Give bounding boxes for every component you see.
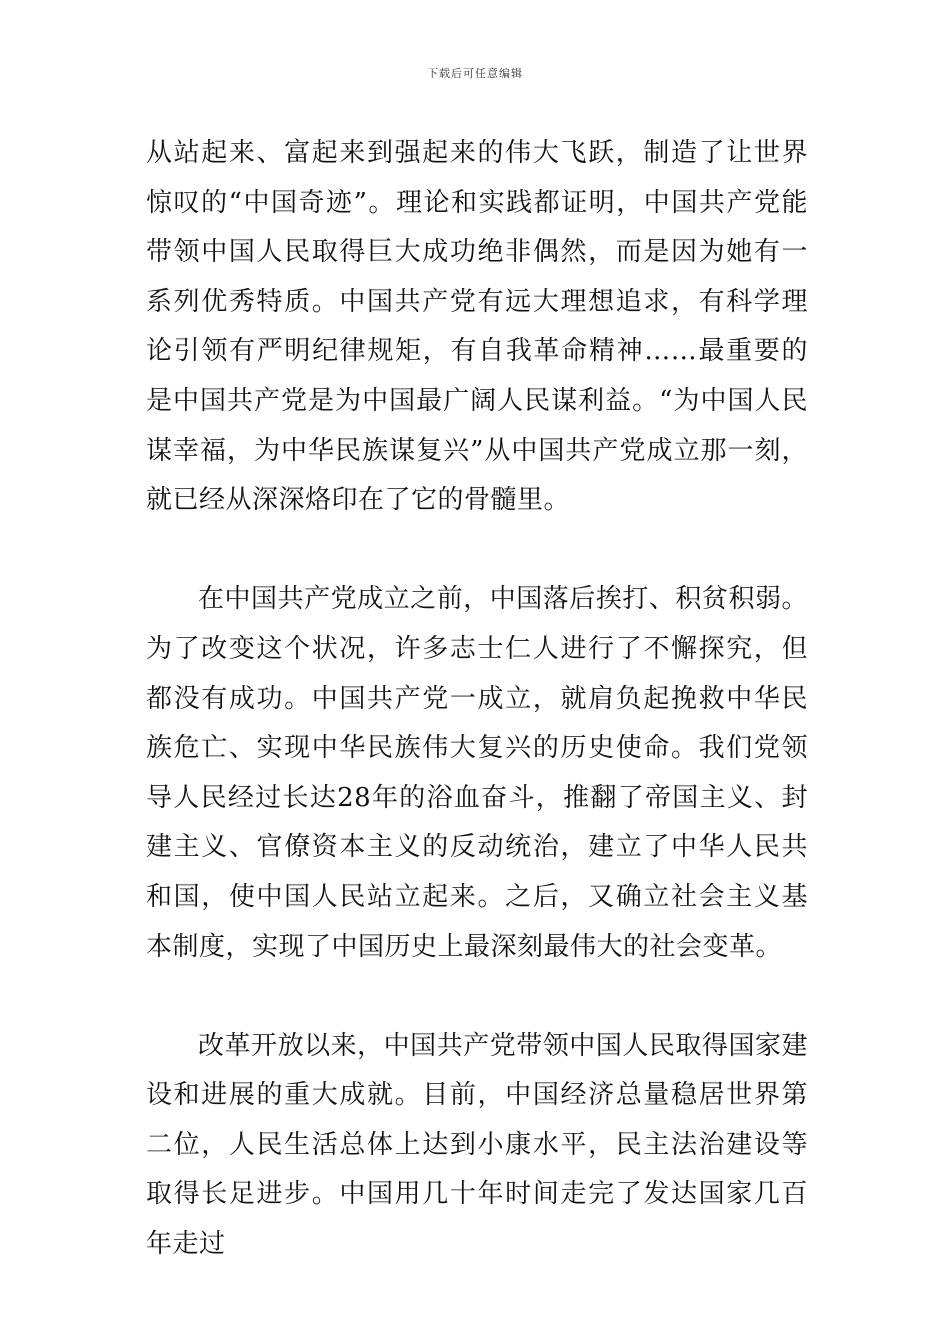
- document-body: [146, 129, 808, 1270]
- paragraph-continuation: 从站起来、富起来到强起来的伟大飞跃，制造了让世界惊叹的“中国奇迹”。理论和实践都证明，中国共产党能带领中国人民取得巨大成功绝非偶然，而是因为她有一系列优秀特质。中国共产党有远大理想追求，有科学理论引领有严明纪律规矩，有自我革命精神……最重要的是中国共产党是为中国最广阔人民谋利益。“为中国人民谋幸福，为中华民族谋复兴”从中国共产党成立那一刻，就已经从深深烙印在了它的骨髓里。: [146, 138, 808, 516]
- paragraph-before-founding: 在中国共产党成立之前，中国落后挨打、积贫积弱。为了改变这个状况，许多志士仁人进行了不懈探究，但都没有成功。中国共产党一成立，就肩负起挽救中华民族危亡、实现中华民族伟大复兴的历史使命。我们党领导人民经过长达28年的浴血奋斗，推翻了帝国主义、封建主义、官僚资本主义的反动统治，建立了中华人民共和国，使中国人民站立起来。之后，又确立社会主义基本制度，实现了中国历史上最深刻最伟大的社会变革。: [146, 584, 808, 962]
- paragraph-reform-opening: 改革开放以来，中国共产党带领中国人民取得国家建设和进展的重大成就。目前，中国经济总量稳居世界第二位，人民生活总体上达到小康水平，民主法治建设等取得长足进步。中国用几十年时间走完了发达国家几百年走过: [146, 1030, 808, 1260]
- header-note: 下载后可任意编辑: [427, 67, 523, 80]
